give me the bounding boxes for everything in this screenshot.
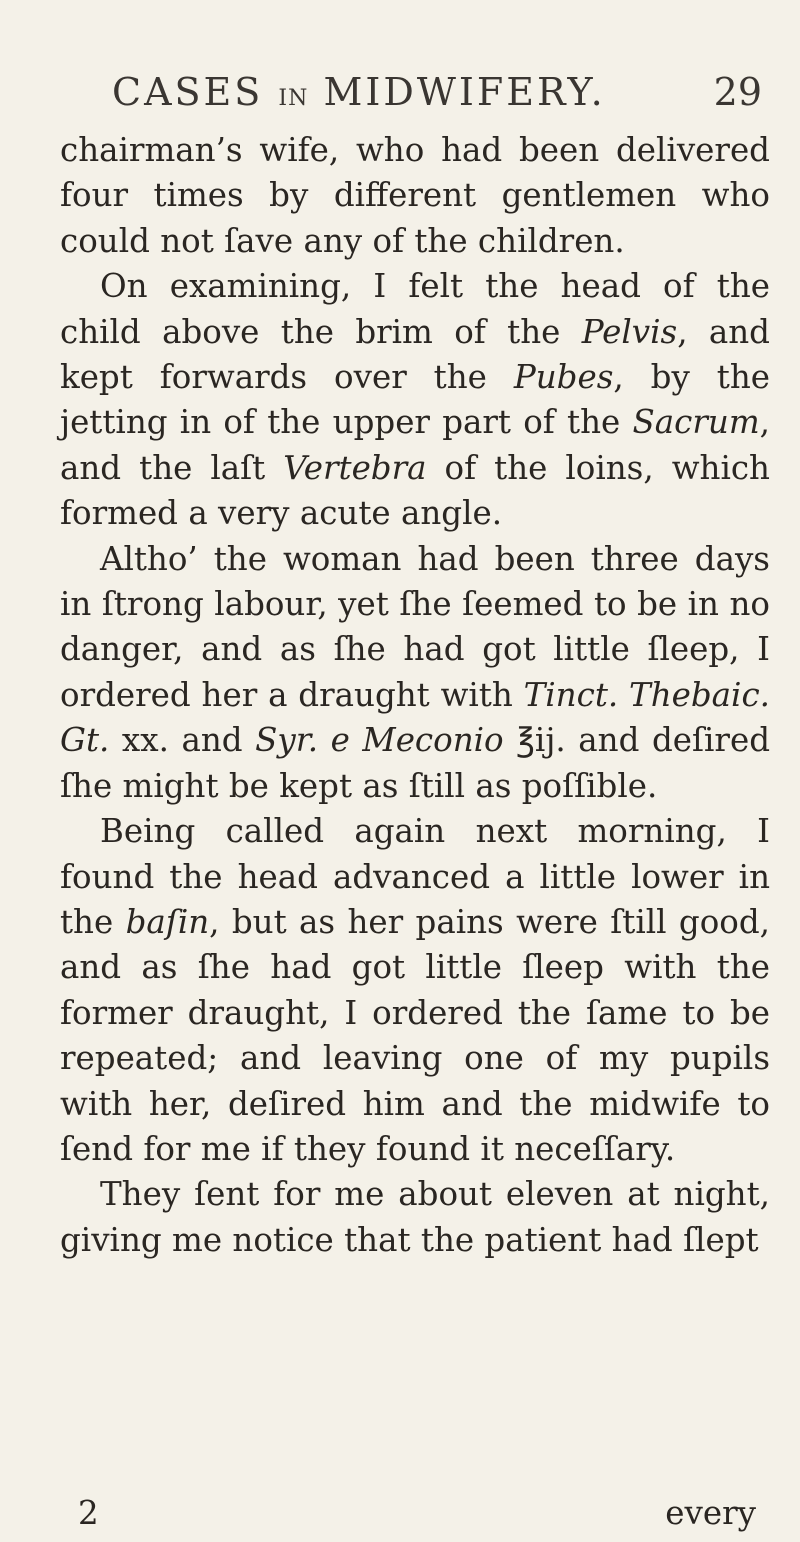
text-run: , and kept forwards over the [60, 312, 770, 397]
text-run: of the loins, which formed a very acute angle. [60, 448, 770, 533]
text-run: Altho’ the woman had been three days in ſtrong labour, yet ſhe ſeemed to be in no danger, and as ſhe had got little ſleep, I ordered her a draught with [60, 539, 770, 714]
text-run: , and the laſt [60, 403, 770, 487]
body-text [60, 128, 770, 1263]
text-run: Being called again next morning, I found the head advanced a little lower in the [60, 812, 770, 941]
italic-term: Sacrum [632, 403, 760, 442]
italic-term: Tinct. Thebaic. Gt. [60, 675, 770, 760]
page-number: 29 [713, 70, 762, 114]
catch-line [60, 1490, 770, 1536]
italic-term: baſin [125, 902, 210, 941]
catchword: every [665, 1494, 756, 1532]
italic-term: Pelvis [581, 312, 678, 351]
text-run: , by the jetting in of the upper part of the [60, 358, 770, 442]
running-title-midwifery: MIDWIFERY. [323, 70, 606, 114]
paragraph [60, 537, 770, 809]
running-title-in: IN [278, 86, 309, 111]
running-title-cases: CASES [112, 70, 264, 114]
signature-mark: 2 [78, 1494, 99, 1532]
italic-term: Vertebra [283, 448, 427, 487]
text-run: They ſent for me about eleven at night, giving me notice that the patient had ſlept [60, 1175, 770, 1259]
text-run: xx. and [109, 721, 256, 760]
italic-term: Syr. e Meconio [255, 721, 504, 760]
text-run: ℥ij. and deſired ſhe might be kept as ſtill as poſſible. [60, 721, 770, 805]
text-run: On examining, I felt the head of the child above the brim of the [60, 267, 770, 351]
text-run: , but as her pains were ſtill good, and as ſhe had got little ſleep with the former draught, I ordered the ſame to be repeated; and leaving one of my pupils with her, deſired him and the midwife to ſend for me if they found it neceſſary. [60, 902, 770, 1168]
paragraph [60, 264, 770, 536]
paragraph [60, 128, 770, 264]
paragraph [60, 1172, 770, 1263]
italic-term: Pubes [513, 358, 614, 397]
running-title [112, 70, 606, 114]
text-run: chairman’s wife, who had been delivered four times by different gentlemen who could not ſave any of the children. [60, 131, 770, 260]
paragraph [60, 809, 770, 1172]
running-head [112, 70, 762, 120]
